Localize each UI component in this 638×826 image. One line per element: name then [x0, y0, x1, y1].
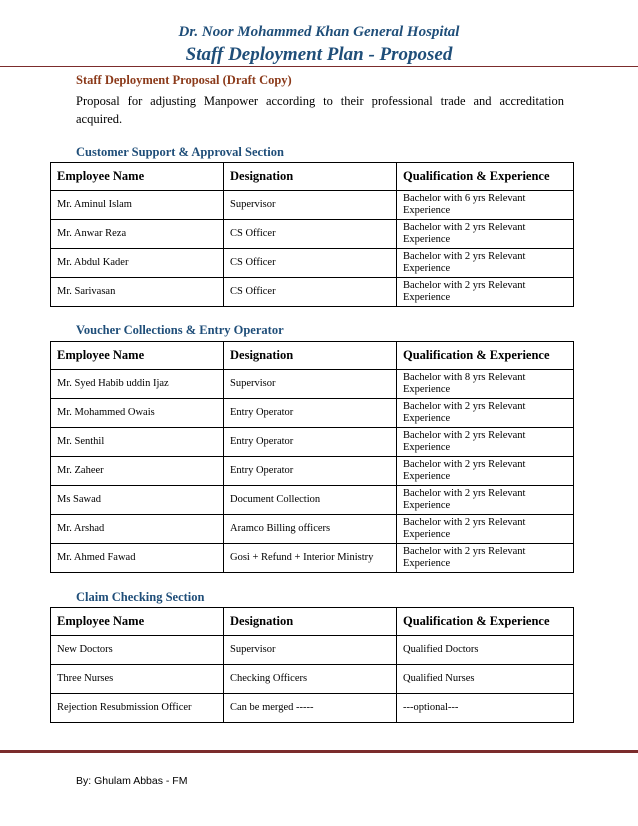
qualification-cell: Bachelor with 2 yrs Relevant Experience	[397, 399, 574, 428]
employee-name-cell: Mr. Ahmed Fawad	[51, 544, 224, 573]
voucher-collections-table	[50, 341, 574, 573]
table-row	[51, 220, 574, 249]
table-row	[51, 249, 574, 278]
column-header-name: Employee Name	[51, 163, 224, 191]
qualification-cell: Qualified Doctors	[397, 636, 574, 665]
table-row	[51, 515, 574, 544]
intro-body: Proposal for adjusting Manpower according to their professional trade and accreditation acquired.	[76, 94, 564, 126]
table-row	[51, 665, 574, 694]
designation-cell: Gosi + Refund + Interior Ministry	[224, 544, 397, 573]
footer-divider	[0, 750, 638, 753]
column-header-name: Employee Name	[51, 608, 224, 636]
employee-name-cell: New Doctors	[51, 636, 224, 665]
employee-name-cell: Mr. Sarivasan	[51, 278, 224, 307]
employee-name-cell: Rejection Resubmission Officer	[51, 694, 224, 723]
column-header-designation: Designation	[224, 163, 397, 191]
designation-cell: Checking Officers	[224, 665, 397, 694]
table-header-row	[51, 342, 574, 370]
designation-cell: Supervisor	[224, 636, 397, 665]
designation-cell: Aramco Billing officers	[224, 515, 397, 544]
claim-checking-table	[50, 607, 574, 723]
qualification-cell: Bachelor with 2 yrs Relevant Experience	[397, 249, 574, 278]
table-header-row	[51, 163, 574, 191]
qualification-cell: Bachelor with 6 yrs Relevant Experience	[397, 191, 574, 220]
employee-name-cell: Mr. Anwar Reza	[51, 220, 224, 249]
designation-cell: CS Officer	[224, 249, 397, 278]
table-row	[51, 457, 574, 486]
employee-name-cell: Mr. Abdul Kader	[51, 249, 224, 278]
employee-name-cell: Mr. Syed Habib uddin Ijaz	[51, 370, 224, 399]
qualification-cell: Bachelor with 2 yrs Relevant Experience	[397, 515, 574, 544]
table-row	[51, 370, 574, 399]
footer-author: By: Ghulam Abbas - FM	[76, 775, 188, 787]
designation-cell: Document Collection	[224, 486, 397, 515]
designation-cell: Supervisor	[224, 370, 397, 399]
qualification-cell: Bachelor with 8 yrs Relevant Experience	[397, 370, 574, 399]
intro-title: Staff Deployment Proposal (Draft Copy)	[76, 73, 292, 87]
employee-name-cell: Mr. Arshad	[51, 515, 224, 544]
employee-name-cell: Mr. Senthil	[51, 428, 224, 457]
column-header-designation: Designation	[224, 342, 397, 370]
designation-cell: Entry Operator	[224, 399, 397, 428]
table-header-row	[51, 608, 574, 636]
column-header-name: Employee Name	[51, 342, 224, 370]
qualification-cell: Bachelor with 2 yrs Relevant Experience	[397, 278, 574, 307]
designation-cell: Supervisor	[224, 191, 397, 220]
qualification-cell: Qualified Nurses	[397, 665, 574, 694]
qualification-cell: Bachelor with 2 yrs Relevant Experience	[397, 457, 574, 486]
qualification-cell: ---optional---	[397, 694, 574, 723]
column-header-designation: Designation	[224, 608, 397, 636]
table-row	[51, 486, 574, 515]
designation-cell: Entry Operator	[224, 457, 397, 486]
table-row	[51, 278, 574, 307]
designation-cell: Can be merged -----	[224, 694, 397, 723]
employee-name-cell: Mr. Mohammed Owais	[51, 399, 224, 428]
column-header-qualification: Qualification & Experience	[397, 163, 574, 191]
employee-name-cell: Mr. Aminul Islam	[51, 191, 224, 220]
designation-cell: CS Officer	[224, 278, 397, 307]
employee-name-cell: Mr. Zaheer	[51, 457, 224, 486]
table-row	[51, 428, 574, 457]
employee-name-cell: Three Nurses	[51, 665, 224, 694]
table-row	[51, 191, 574, 220]
designation-cell: Entry Operator	[224, 428, 397, 457]
qualification-cell: Bachelor with 2 yrs Relevant Experience	[397, 220, 574, 249]
header-divider	[0, 66, 638, 67]
table-row	[51, 544, 574, 573]
section-title-customer-support: Customer Support & Approval Section	[76, 145, 284, 159]
employee-name-cell: Ms Sawad	[51, 486, 224, 515]
column-header-qualification: Qualification & Experience	[397, 342, 574, 370]
section-title-claim-checking: Claim Checking Section	[76, 590, 205, 604]
qualification-cell: Bachelor with 2 yrs Relevant Experience	[397, 486, 574, 515]
section-title-voucher-collections: Voucher Collections & Entry Operator	[76, 323, 284, 337]
customer-support-table	[50, 162, 574, 307]
qualification-cell: Bachelor with 2 yrs Relevant Experience	[397, 544, 574, 573]
column-header-qualification: Qualification & Experience	[397, 608, 574, 636]
qualification-cell: Bachelor with 2 yrs Relevant Experience	[397, 428, 574, 457]
page-title: Staff Deployment Plan - Proposed	[185, 44, 453, 65]
table-row	[51, 636, 574, 665]
hospital-name: Dr. Noor Mohammed Khan General Hospital	[178, 24, 460, 40]
table-row	[51, 399, 574, 428]
table-row	[51, 694, 574, 723]
designation-cell: CS Officer	[224, 220, 397, 249]
